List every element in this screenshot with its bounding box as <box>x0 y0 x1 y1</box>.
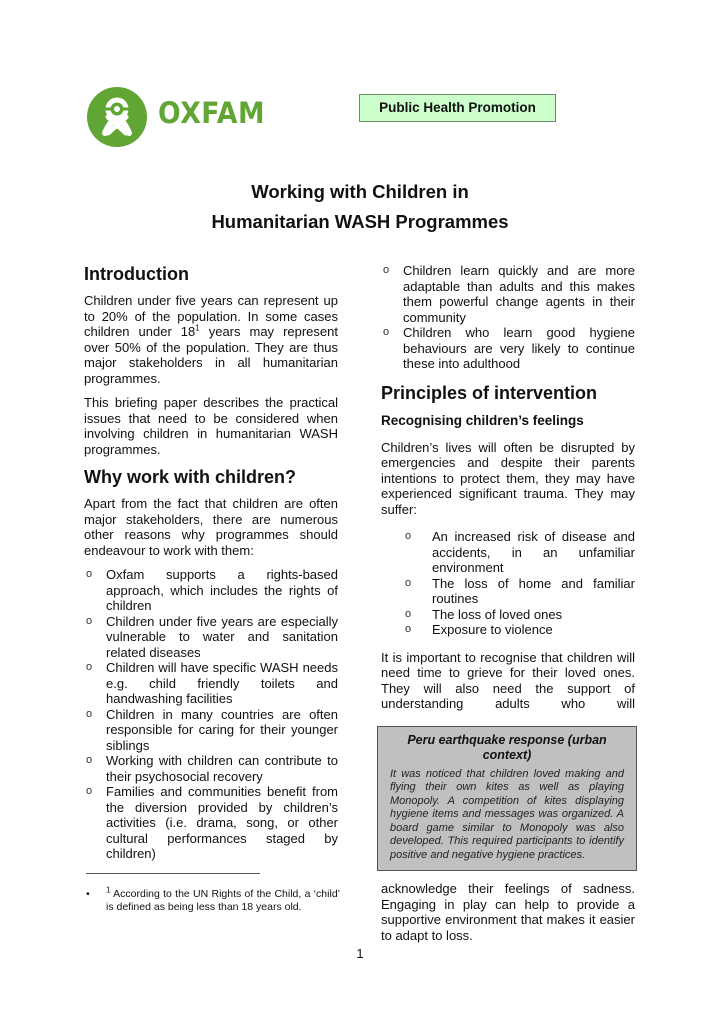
footnote-separator <box>86 873 260 874</box>
case-study-body: It was noticed that children loved making and flying their own kites as well as playing Monopoly. A competition of kites displaying hygiene items and messages was organized. A board game similar to Monopoly was also developed. This required participants to identify positive and negative hygiene practices. <box>390 767 624 861</box>
list-item: o Children who learn good hygiene behaviours are very likely to continue these into adulthood <box>381 325 635 372</box>
why-intro: Apart from the fact that children are often major stakeholders, there are numerous other reasons why programmes should endeavour to work with them: <box>84 496 338 558</box>
case-study-title: Peru earthquake response (urban context) <box>407 732 607 762</box>
why-heading: Why work with children? <box>84 467 297 487</box>
list-item: o An increased risk of disease and accidents, in an unfamiliar environment <box>381 529 635 576</box>
right-column <box>381 263 635 952</box>
list-item: o The loss of home and familiar routines <box>381 576 635 607</box>
reasons-list <box>84 567 338 862</box>
introduction-paragraph-2: This briefing paper describes the practical issues that need to be considered when involving children in humanitarian WASH programmes. <box>84 395 338 457</box>
reasons-list-continued <box>381 263 635 372</box>
oxfam-figure-icon <box>87 87 147 147</box>
list-item: o The loss of loved ones <box>381 607 635 623</box>
suffering-list <box>381 529 635 638</box>
introduction-paragraph-1 <box>84 293 338 386</box>
footnote-number: 1 <box>106 885 111 895</box>
title-line-1: Working with Children in <box>251 181 469 202</box>
list-item: o Working with children can contribute to their psychosocial recovery <box>84 753 338 784</box>
oxfam-logo-text: OXFAM <box>158 96 265 130</box>
footnote-text <box>86 885 340 914</box>
category-badge: Public Health Promotion <box>359 94 556 122</box>
document-title <box>0 177 720 237</box>
case-study-box <box>377 726 637 872</box>
list-item: o Exposure to violence <box>381 622 635 638</box>
introduction-heading: Introduction <box>84 264 189 284</box>
left-column <box>84 263 338 868</box>
principles-paragraph-1: Children’s lives will often be disrupted by emergencies and despite their parents intentions to protect them, they may have experienced significant trauma. They may suffer: <box>381 439 635 517</box>
principles-paragraph-2: It is important to recognise that children will need time to grieve for their loved ones. They will also need the support of understanding adults who will <box>381 649 635 711</box>
list-item: o Children learn quickly and are more adaptable than adults and this makes them powerful change agents in their community <box>381 263 635 325</box>
principles-paragraph-2-continued: acknowledge their feelings of sadness. Engaging in play can help to provide a supportive environment that makes it easier to adapt to loss. <box>381 881 635 943</box>
footnote-body: According to the UN Rights of the Child, a ‘child’ is defined as being less than 18 years old. <box>106 888 340 913</box>
list-item: o Children under five years are especially vulnerable to water and sanitation related diseases <box>84 614 338 661</box>
list-item: o Children in many countries are often responsible for caring for their younger siblings <box>84 707 338 754</box>
title-line-2: Humanitarian WASH Programmes <box>211 211 509 232</box>
principles-heading: Principles of intervention <box>381 382 598 403</box>
list-item: o Oxfam supports a rights-based approach, which includes the rights of children <box>84 567 338 614</box>
feelings-subheading: Recognising children’s feelings <box>381 412 584 428</box>
footnote-reference[interactable]: 1 <box>195 323 200 333</box>
list-item: o Children will have specific WASH needs e.g. child friendly toilets and handwashing facilities <box>84 660 338 707</box>
list-item: o Families and communities benefit from the diversion provided by children’s activities (i.e. drama, song, or other cultural performances staged by children) <box>84 784 338 862</box>
footnote-bullet: • <box>86 888 90 900</box>
intro-text: Children under five years can represent up to 20% of the population. In some cases children under 18 <box>84 293 338 339</box>
oxfam-logo-icon <box>87 87 147 147</box>
page-number: 1 <box>356 946 364 961</box>
intro-text-cont: years may represent over 50% of the population. They are thus major stakeholders in all humanitarian programmes. <box>84 324 338 386</box>
footnote <box>86 885 340 914</box>
